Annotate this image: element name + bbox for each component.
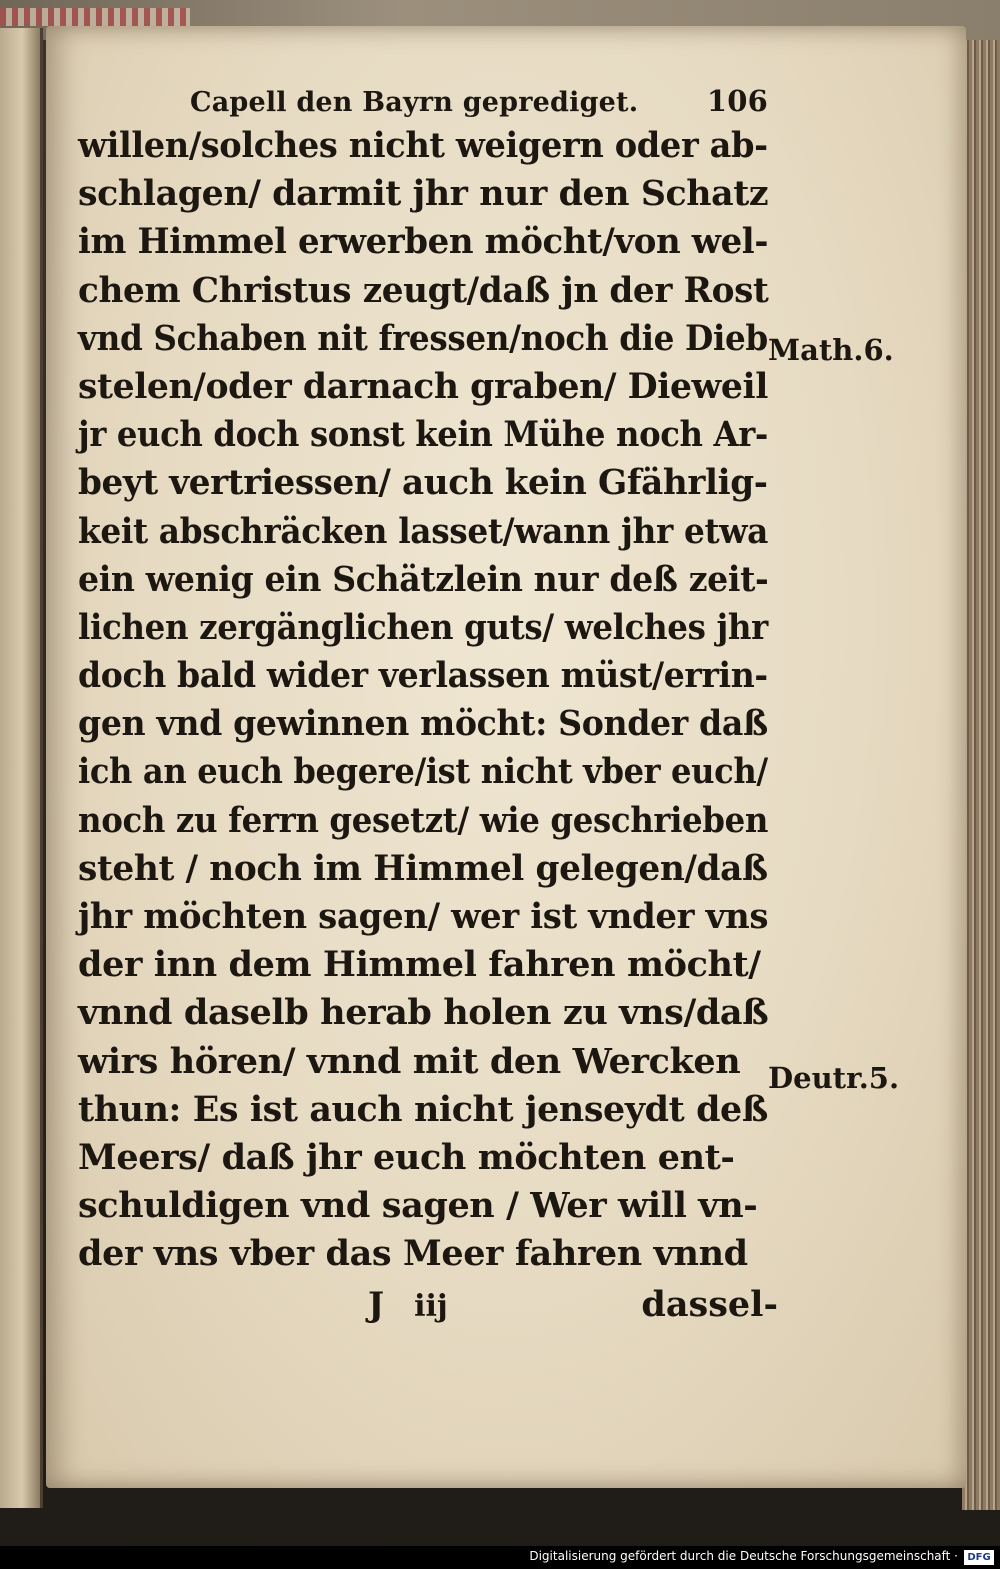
catchword: dassel‑ xyxy=(641,1283,778,1325)
text-line: der vns vber das Meer fahren vnnd xyxy=(78,1233,748,1275)
page-number: 106 xyxy=(706,84,768,118)
marginal-note-math: Math.6. xyxy=(768,333,894,367)
text-line: keit abschräcken lasset/wann jhr etwa xyxy=(78,510,769,552)
text-line: ich an euch begere/ist nicht vber euch/ xyxy=(78,751,768,793)
text-line: vnnd daselb herab holen zu vns/daß xyxy=(78,992,769,1034)
signature-mark: J xyxy=(368,1284,385,1325)
digitization-footer xyxy=(0,1546,1000,1569)
text-line: der inn dem Himmel fahren möcht/ xyxy=(78,944,761,986)
text-line: wirs hören/ vnnd mit den Wercken xyxy=(78,1040,741,1082)
binding-stripe xyxy=(0,8,190,26)
text-line: beyt vertriessen/ auch kein Gfährlig‑ xyxy=(78,462,768,504)
text-line: stelen/oder darnach graben/ Dieweil xyxy=(78,365,768,407)
dfg-logo: DFG xyxy=(964,1550,994,1565)
text-line: chem Christus zeugt/daß jn der Rost xyxy=(78,269,769,311)
text-line: willen/solches nicht weigern oder ab‑ xyxy=(78,125,768,166)
text-line: gen vnd gewinnen möcht: Sonder daß xyxy=(78,703,768,745)
text-line: jhr möchten sagen/ wer ist vnder vns xyxy=(78,896,769,937)
book-block-edge xyxy=(962,40,1000,1510)
text-line: steht / noch im Himmel gelegen/daß xyxy=(78,847,768,889)
text-line: lichen zergänglichen guts/ welches jhr xyxy=(78,606,768,648)
text-line: vnd Schaben nit fressen/noch die Dieb xyxy=(78,317,768,359)
text-line: ein wenig ein Schätzlein nur deß zeit‑ xyxy=(78,558,769,600)
running-head xyxy=(78,84,778,122)
left-facing-page-edge xyxy=(0,28,43,1508)
marginal-note-deut: Deutr.5. xyxy=(768,1061,900,1095)
signature-number: iij xyxy=(414,1288,448,1324)
text-line: thun: Es ist auch nicht jenseydt deß xyxy=(78,1088,768,1130)
text-line: schuldigen vnd sagen / Wer will vn‑ xyxy=(78,1185,758,1227)
text-line: jr euch doch sonst kein Mühe noch Ar‑ xyxy=(78,414,768,456)
text-line: noch zu ferrn gesetzt/ wie geschrieben xyxy=(78,799,769,841)
text-line: schlagen/ darmit jhr nur den Schatz xyxy=(78,173,769,215)
text-line: doch bald wider verlassen müst/errin‑ xyxy=(78,655,768,697)
show-through-text xyxy=(900,608,960,758)
running-head-title: Capell den Bayrn geprediget. xyxy=(190,87,639,118)
body-lines xyxy=(78,122,778,1279)
page-text-block xyxy=(78,84,778,1331)
text-line: im Himmel erwerben möcht/von wel‑ xyxy=(78,221,769,263)
text-line: Meers/ daß jhr euch möchten ent‑ xyxy=(78,1136,735,1178)
signature-line xyxy=(78,1279,778,1331)
footer-credit: Digitalisierung gefördert durch die Deutsche Forschungsgemeinschaft · xyxy=(529,1549,958,1563)
